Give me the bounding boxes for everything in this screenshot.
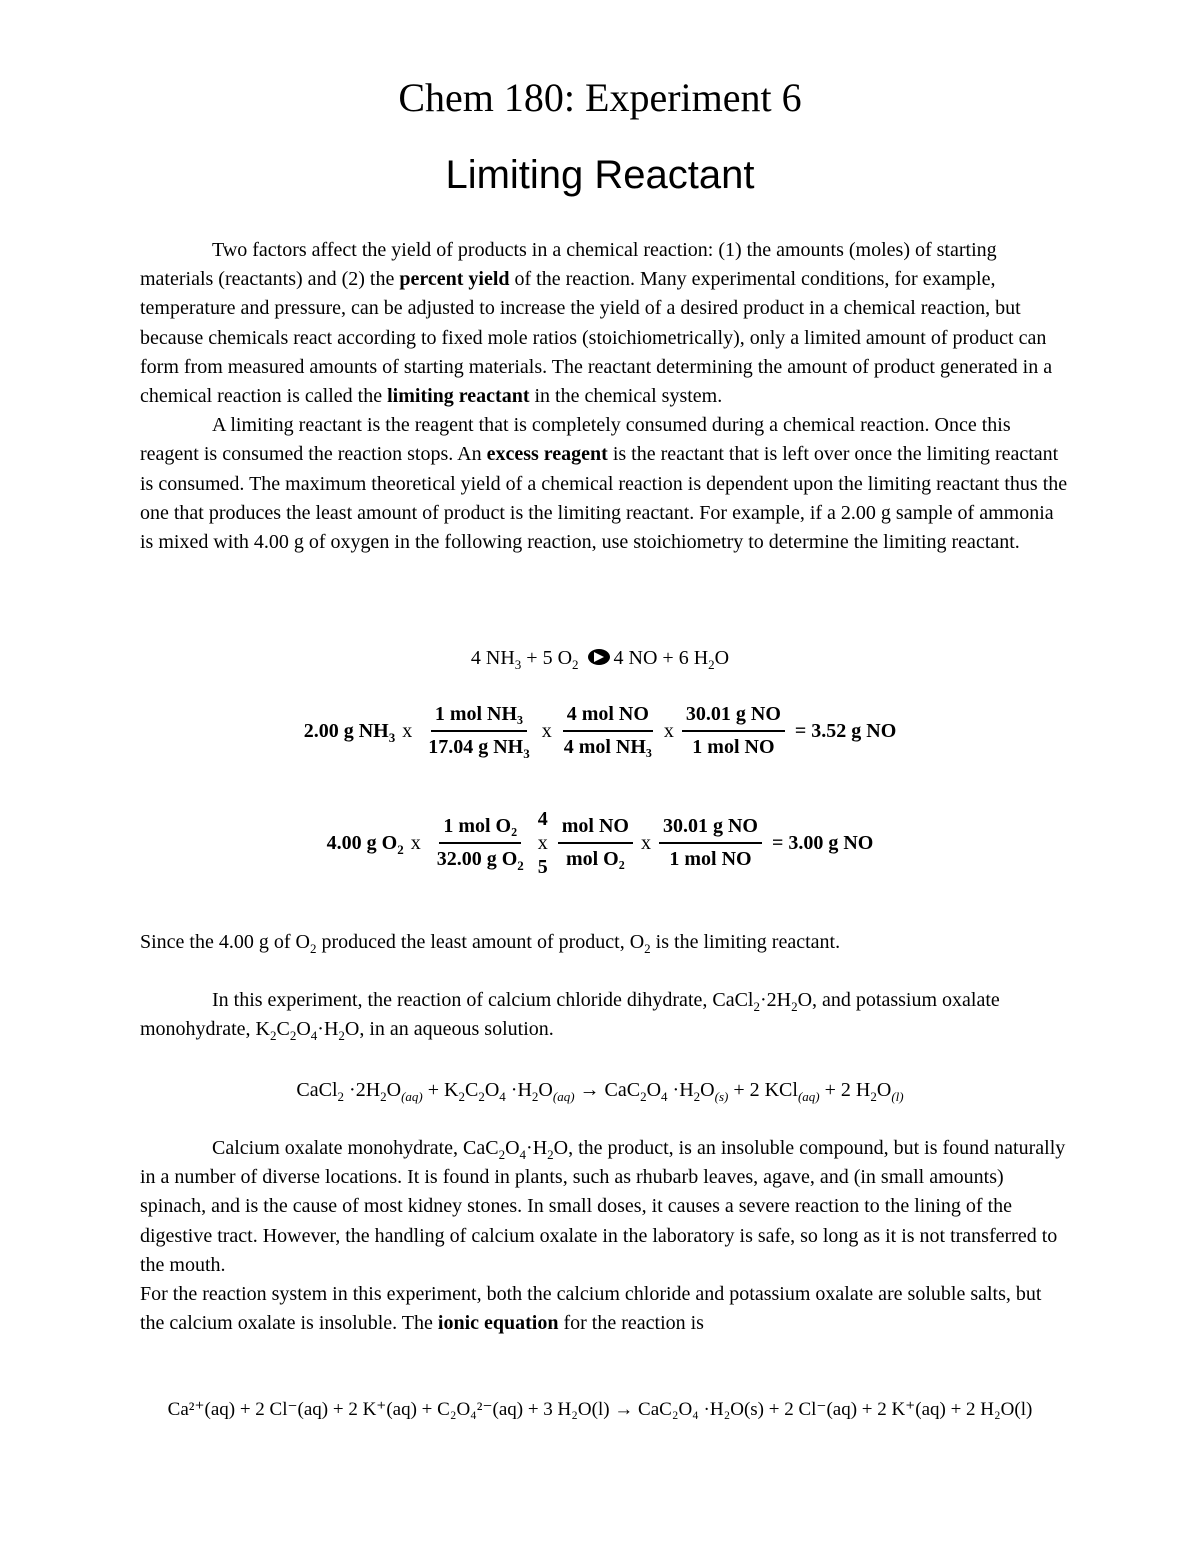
subscript: 2 <box>572 657 579 672</box>
text-run: 4 NH <box>470 647 515 669</box>
stoichiometry-calc-o2 <box>0 808 1200 878</box>
subscript: 3 <box>514 657 522 672</box>
multiply-sign: x <box>541 719 552 742</box>
bold-term-limiting-reactant: limiting reactant <box>387 385 530 408</box>
reaction-arrow-icon <box>588 649 610 665</box>
equation-ionic: Ca²⁺(aq) + 2 Cl⁻(aq) + 2 K⁺(aq) + C₂O₄²⁻(aq) + 3 H₂O(l) → CaC₂O₄ ·H₂O(s) + 2 Cl⁻(aq) + 2 K⁺(aq) + 2 H₂O(l) <box>167 1399 1033 1420</box>
fraction-molar-mass-no: $\frac{\text{30.01 g NO}}{\text{1 mol NO}}$ <box>659 815 762 871</box>
paragraph-yield-factors <box>140 236 1070 411</box>
text-run: A limiting reactant is the reagent that is completely consumed during a chemical reaction. Once this reagent is consumed the reaction stops. An <box>140 414 1011 466</box>
intro-section <box>140 236 1070 557</box>
paragraph-limiting-reactant <box>140 411 1070 557</box>
calc-start: 4.00 g $O_2$ x <box>326 831 421 857</box>
fraction-mole-ratio: $\frac{\text{4 mol NO}}{\text{4 mol NH₃}}$ <box>563 703 652 758</box>
multiply-sign: x <box>663 719 674 742</box>
fraction-molar-mass-nh3: $\frac{\text{1 mol NH₃}}{17.04 g NH_3}$ <box>428 703 530 761</box>
text-run: O <box>714 647 730 669</box>
multiply-sign: x <box>640 831 651 854</box>
document-subtitle: Limiting Reactant <box>445 153 755 197</box>
subscript: 2 <box>708 657 715 672</box>
calc-result: = 3.00 g NO <box>771 831 874 854</box>
experiment-intro: In this experiment, the reaction of calcium chloride dihydrate, $CaCl_2\cdot 2H_2O$, and potassium oxalate monohydrate, $K_2C_2O_4\cdot H_2O$, in an aqueous solution. <box>140 989 1000 1044</box>
text-run: is the reactant that is left over once the limiting reactant is consumed. The maximum theoretical yield of a chemical reaction is dependent upon the limiting reactant thus the one that produces the least amount of product is the limiting reactant. For example, if a 2.00 g sample of ammonia is mixed with 4.00 g of oxygen in the following reaction, use stoichiometry to determine the limiting reactant. <box>140 443 1068 554</box>
text-run: + 5 O <box>521 647 573 669</box>
bold-term-ionic-equation: ionic equation <box>437 1312 559 1335</box>
text-run: of the reaction. Many experimental conditions, for example, temperature and pressure, can be adjusted to increase the yield of a desired product in a chemical reaction, but because chemicals react according to fixed mole ratios (stoichiometrically), only a limited amount of product can form from measured amounts of starting materials. The reactant determining the amount of product generated in a chemical reaction is called the <box>140 268 1053 408</box>
mole-ratio-coefficients: 4 x 5 <box>537 808 548 878</box>
equation-molecular: CaCl$_2$ $\cdot 2H_2O_{(aq)} + K_2C_2O_4 \cdot H_2O_{(aq)} \to CaC_2O_4 \cdot H_2O_{(s)} + 2$ KCl$_{(aq)}$ + 2 $H_2O_{(l)}$ <box>296 1079 904 1104</box>
equation-ammonia-oxidation <box>0 644 1200 672</box>
text-run: in the chemical system. <box>529 385 723 408</box>
fraction-mole-ratio: $\frac{\text{mol NO}}{\text{mol O₂}}$ <box>558 815 633 871</box>
calcium-oxalate-section <box>140 1134 1070 1338</box>
bold-term-excess-reagent: excess reagent <box>486 443 608 466</box>
text-run: Two factors affect the yield of products in a chemical reaction: (1) the amounts (moles) of starting materials (reactants) and (2) the <box>140 239 997 291</box>
calc-result: = 3.52 g NO <box>794 719 897 742</box>
document-title: Chem 180: Experiment 6 <box>398 75 802 120</box>
stoichiometry-calc-nh3 <box>0 696 1200 766</box>
fraction-molar-mass-o2: $\frac{\text{1 mol O₂}}{32.00 g O_2}$ <box>436 815 524 873</box>
fraction-molar-mass-no: $\frac{\text{30.01 g NO}}{\text{1 mol NO}}$ <box>682 703 785 759</box>
bold-term-percent-yield: percent yield <box>399 268 510 291</box>
paragraph-ionic-equation-intro: For the reaction system in this experiment, both the calcium chloride and potassium oxalate are soluble salts, but the calcium oxalate is insoluble. The ionic equation for the reaction is <box>140 1283 1042 1335</box>
text-run: 4 NO + 6 H <box>613 647 709 669</box>
paragraph-calcium-oxalate: Calcium oxalate monohydrate, $CaC_2O_4\cdot H_2O$, the product, is an insoluble compound, but is found naturally in a number of diverse locations. It is found in plants, such as rhubarb leaves, agave, and (in small amounts) spinach, and is the cause of most kidney stones. In small doses, it causes a severe reaction to the lining of the digestive tract. However, the handling of calcium oxalate in the laboratory is safe, so long as it is not transferred to the mouth. <box>140 1137 1066 1276</box>
conclusion-line: Since the 4.00 g of $O_2$ produced the least amount of product, $O_2$ is the limiting reactant. <box>140 931 841 956</box>
calc-start: 2.00 g $NH_3$ x <box>303 719 413 745</box>
